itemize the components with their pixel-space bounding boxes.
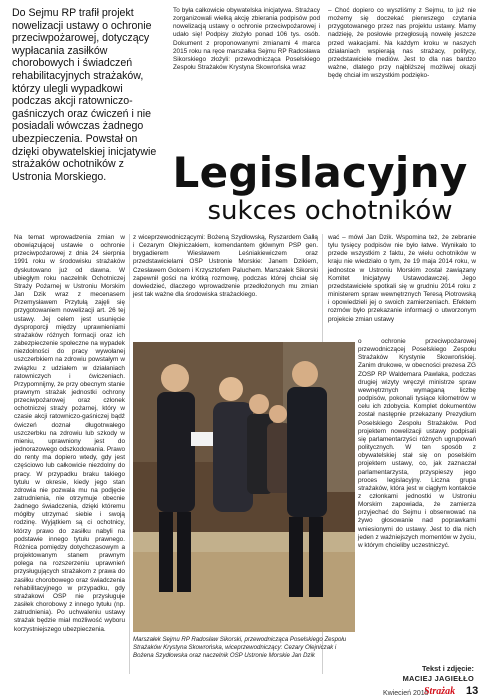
top-column-3-text: – Choć dopiero co wyszliśmy z Sejmu, to już nie możemy się doczekać pierwszego czytania przygotowanego przez nas projektu ustawy. Mamy nadzieję, że posłowie przegłosują nowelę jeszcze przed wakacjami. Na każdym kroku w naszych działaniach wspierają nas strażacy, politycy, przedstawiciele mediów. Jest to dla nas bardzo ważne, dlatego przy najbliższej możliwej okazji będę chciał im wszystkim podzięko- [328, 7, 476, 80]
top-column-2-text: To była całkowicie obywatelska inicjatywa. Strażacy zorganizowali wielką akcję zbierania podpisów pod nowelizacją ustawy o ochronie przeciwpożarowej i udało się! Podpisy złożyło ponad 106 tys. osób. Dokument z proponowanymi zmianami 4 marca 2015 roku na ręce marszałka Sejmu RP Radosława Sikorskiego złożyli: przewodnicząca Poselskiego Zespołu Strażaków Krystyna Skowrońska wraz [173, 7, 320, 72]
column-divider-1 [129, 234, 130, 674]
body-column-3b-text: o ochronie przeciwpożarowej przewodniczącej Poselskiego Zespołu Strażaków Krystynie Skowrońskiej. Zanim drukowe, w obecności prezesa ZG ZOSP RP Waldemara Pawlaka, podczas drugiej wizyty wręczył ministrze spraw wewnętrznych wymaganą liczbę podpisów, pokonali tysiące kilometrów w celu ich zdobycia. Komplet dokumentów został następnie przekazany Prezydium Poselskiego Zespołu Strażaków. Pod projektem nowelizacji ustawy podpisali się parlamentarzyści różnych ugrupowań politycznych. W ten sposób z obywatelskiej stał się on poselskim projektem ustawy, co, jak zaznaczał parlamentarzysta, przyspieszy jego proces legislacyjny. Liczna grupa strażaków, która jest w ciągłym kontakcie z członkami jednostki w Ustroniu Morskim zapowiada, że zamierza przyjechać do Sejmu i obserwować na żywo głosowanie nad poprawkami wniesionymi do ustawy. Jest to dla nich jeden z ważniejszych momentów w życiu, w którym chcieliby uczestniczyć. [358, 338, 476, 549]
article-photo [133, 342, 355, 632]
body-column-3a [328, 234, 476, 324]
body-column-1-text: Na temat wprowadzenia zmian w obowiązującej ustawie o ochronie przeciwpożarowej z dnia 24 sierpnia 1991 roku w środowisku strażaków dyskutowano już od dawna. W ubiegłym roku naczelnik Ochotniczej Straży Pożarnej w Ustroniu Morskim Jan Dzik wraz z mecenasem Przemysławem Przytułą zajęli się przygotowaniem nowelizacji art. 26 tej ustawy. Jej celem jest usunięcie dysproporcji między uprawnieniami strażaków różnych formacji oraz ich zabezpieczenie społeczne na wypadek niezdolności do pracy wywołanej uszczerbkiem na zdrowiu powstałym w związku z udziałem w działaniach ratowniczych i ćwiczeniach. Przypomnijmy, że przy obecnym stanie prawnym strażak jednostki ochrony przeciwpożarowej oraz członek ochotniczej straży pożarnej, który w czasie akcji ratowniczo-gaśniczej bądź ćwiczeń doznał długotrwałego uszczerbku na zdrowiu lub szkody w mieniu, uprawniony jest do jednorazowego odszkodowania. Prawo do renty ma dopiero wtedy, gdy jest częściowo lub całkowicie niezdolny do pracy. W przypadku braku takiego tytułu w okresie, kiedy jego stan zdrowia nie pozwala mu na podjęcie zatrudnienia, nie otrzymuje obecnie żadnego świadczenia, dzięki któremu mógłby utrzymać siebie i swoją rodzinę. Wyjątkiem są ci ochotnicy, którzy prawo do zasiłku nabyli na podstawie innego tytułu prawnego. Różnica pomiędzy dotychczasowym a projektowanym stanem prawnym polega na rozszerzeniu uprawnień przysługujących strażakom z prawa do zasiłku chorobowego oraz świadczenia rehabilitacyjnego w przypadku, gdy strażakowi OSP nie przysługuje zasiłek chorobowy z innego tytułu (np. zatrudnienia). Po uchwaleniu ustawy strażak będzie miał możliwość wyboru korzystniejszego ubezpieczenia. [14, 234, 125, 633]
photo-credit-name: MACIEJ JAGIEŁŁO [402, 674, 474, 683]
article-title: Legislacyjny [172, 148, 468, 197]
footer-magazine-logo: Strażak [424, 686, 456, 697]
body-column-2-text: z wiceprzewodniczącymi: Bożeną Szydłowską, Ryszardem Galłą i Cezarym Olejniczakiem, komendantem głównym PSP gen. brygadierem Wiesławem Leśniakiewiczem oraz przedstawicielami OSP Ustronie Morskie: Janem Dzikiem, Czesławem Golcem i Krzysztofem Paluchem. Marszałek Sikorski zapewnił gości na krótką rozmowę, podczas której chciał się dowiedzieć, dlaczego wprowadzenie przedłożonych mu zmian jest tak ważne dla środowiska strażackiego. [133, 234, 318, 299]
top-column-3 [328, 7, 476, 80]
top-column-2 [173, 7, 320, 72]
page-number: 13 [466, 685, 479, 697]
group-of-people-with-document-photo-image [133, 342, 355, 632]
footer-date: Kwiecień 2015 [383, 690, 429, 697]
body-column-3a-text: wać – mówi Jan Dzik. Wspomina też, że zebranie tylu tysięcy podpisów nie było łatwe. Wynikało to przede wszystkim z faktu, że wielu ochotników w kraju nie wiedziało o tym, że 19 maja 2014 roku, w jednostce w Ustroniu Morskim został zawiązany Komitet Inicjatywy Ustawodawczej. Jego przedstawiciele spotkali się w grudniu 2014 roku z ministerem spraw wewnętrznych Teresą Piotrowską i opowiedzieli jej o swoich zamierzeniach. Efektem rozmów było przekazanie informacji o utworzonym projekcie zmian ustawy [328, 234, 476, 323]
body-column-2 [133, 234, 318, 299]
intro-lead: Do Sejmu RP trafił projekt nowelizacji ustawy o ochronie przeciwpożarowej, dotyczący wypłacania zasiłków chorobowych i świadczeń rehabilitacyjnych strażaków, którzy ulegli wypadkowi podczas akcji ratowniczo-gaśniczych oraz ćwiczeń i nie posiadali wówczas żadnego ubezpieczenia. Powstał on dzięki obywatelskiej inicjatywie strażaków ochotników z Ustronia Morskiego. [12, 7, 157, 183]
body-column-1 [14, 234, 125, 634]
body-column-3b [358, 338, 476, 550]
photo-credit-label: Tekst i zdjęcie: [421, 664, 474, 673]
photo-caption: Marszałek Sejmu RP Radosław Sikorski, przewodnicząca Poselskiego Zespołu Strażaków Krystyna Skowrońska, wiceprzewodniczący: Cezary Olejniczak i Bożena Szydłowska oraz naczelnik OSP Ustronie Morskie Jan Dzik [133, 636, 347, 659]
article-subtitle: sukces ochotników [207, 196, 453, 226]
